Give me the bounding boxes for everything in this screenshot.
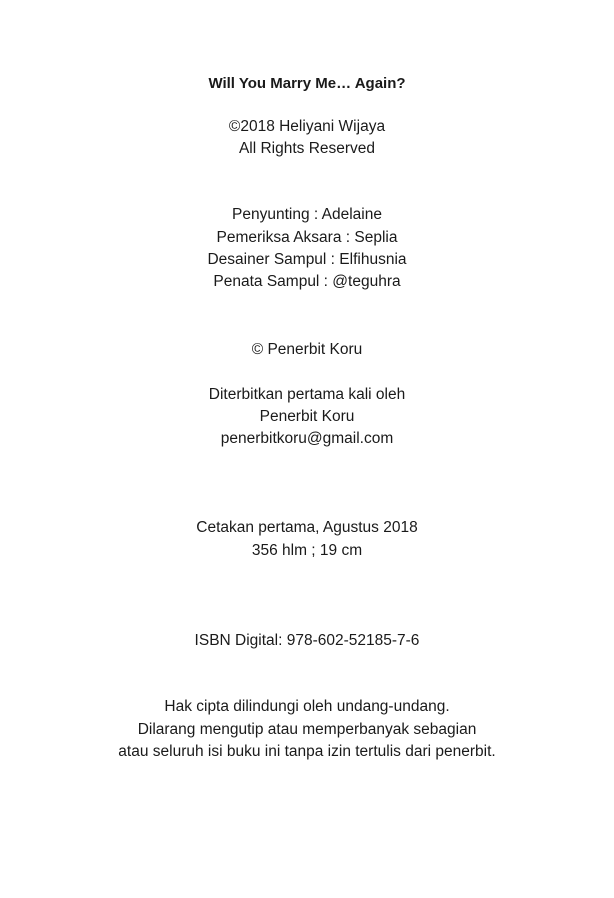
publisher-name: Penerbit Koru [259,408,355,425]
author-copyright: ©2018 Heliyani Wijaya [228,118,386,135]
book-title: Will You Marry Me… Again? [208,75,406,92]
published-by-label: Diterbitkan pertama kali oleh [208,386,406,403]
pages-size-info: 356 hlm ; 19 cm [251,542,363,559]
isbn: ISBN Digital: 978-602-52185-7-6 [194,632,420,649]
legal-line-3: atau seluruh isi buku ini tanpa izin tertulis dari penerbit. [118,743,496,760]
legal-line-2: Dilarang mengutip atau memperbanyak sebagian [137,721,477,738]
publisher-email: penerbitkoru@gmail.com [220,430,394,447]
rights-reserved: All Rights Reserved [238,140,376,157]
publisher-copyright: © Penerbit Koru [251,341,363,358]
legal-line-1: Hak cipta dilindungi oleh undang-undang. [164,698,450,715]
credit-cover-designer: Desainer Sampul : Elfihusnia [207,251,407,268]
credit-cover-layout: Penata Sampul : @teguhra [213,273,401,290]
credit-editor: Penyunting : Adelaine [232,206,382,223]
credit-proofreader: Pemeriksa Aksara : Seplia [216,229,398,246]
edition-info: Cetakan pertama, Agustus 2018 [196,519,418,536]
